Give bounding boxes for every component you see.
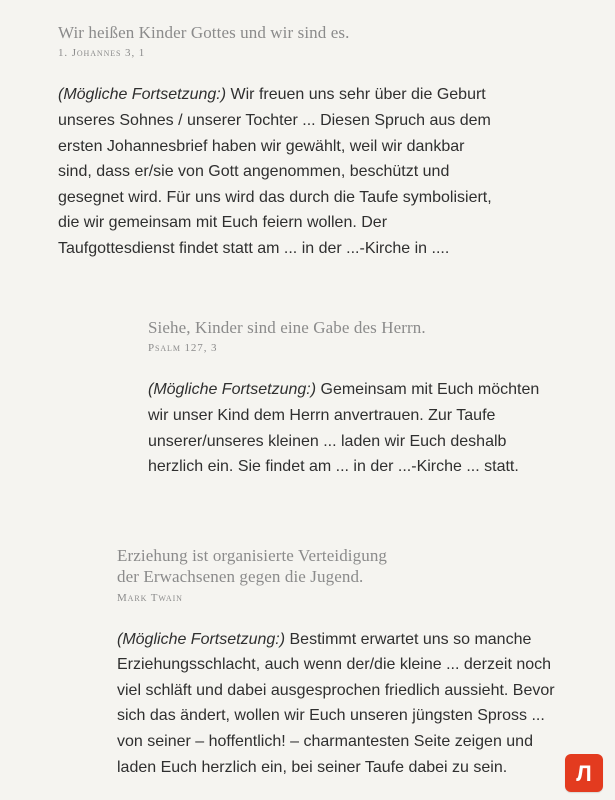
watermark-letter: Л [576, 761, 592, 786]
continuation-body: Wir freuen uns sehr über die Geburt unseres Sohnes / unserer Tochter ... Diesen Spruch aus dem ersten Johannesbrief haben wir gewählt, weil wir dankbar sind, dass er/sie von Gott angenommen, beschützt und gesegnet wird. Für uns wird das durch die Taufe symbolisiert, die wir gemeinsam mit Euch feiern wollen. Der Taufgottesdienst findet statt am ... in der ...-Kirche in .... [58, 86, 492, 257]
continuation-text [58, 82, 583, 261]
invitation-section-2 [148, 317, 578, 480]
quote-source: 1. Johannes 3, 1 [58, 47, 146, 60]
quote-source: Mark Twain [117, 591, 183, 604]
continuation-body: Gemeinsam mit Euch möchten wir unser Kind dem Herrn anvertrauen. Zur Taufe unserer/unseres kleinen ... laden wir Euch deshalb herzlich ein. Sie findet am ... in der ...-Kirche ... statt. [148, 381, 540, 476]
continuation-text [117, 627, 587, 781]
watermark-logo-icon [565, 754, 603, 792]
quote-source: Psalm 127, 3 [148, 342, 218, 355]
invitation-section-1 [58, 22, 578, 262]
bible-quote: Wir heißen Kinder Gottes und wir sind es. [58, 23, 350, 42]
continuation-label: (Mögliche Fortsetzung:) [117, 630, 286, 648]
continuation-text [148, 377, 578, 479]
continuation-body: Bestimmt erwartet uns so manche Erziehungsschlacht, auch wenn der/die kleine ... derzeit noch viel schläft und dabei ausgesprochen friedlich aussieht. Bevor sich das ändert, wollen wir Euch unseren jüngsten Spross ... von seiner – hoffentlich! – charmantesten Seite zeigen und laden Euch herzlich ein, bei seiner Taufe dabei zu sein. [117, 630, 555, 776]
continuation-label: (Mögliche Fortsetzung:) [148, 381, 317, 399]
invitation-section-3 [117, 545, 587, 780]
bible-quote: Siehe, Kinder sind eine Gabe des Herrn. [148, 318, 426, 337]
continuation-label: (Mögliche Fortsetzung:) [58, 86, 227, 104]
literary-quote: Erziehung ist organisierte Verteidigung der Erwachsenen gegen die Jugend. [117, 546, 388, 587]
